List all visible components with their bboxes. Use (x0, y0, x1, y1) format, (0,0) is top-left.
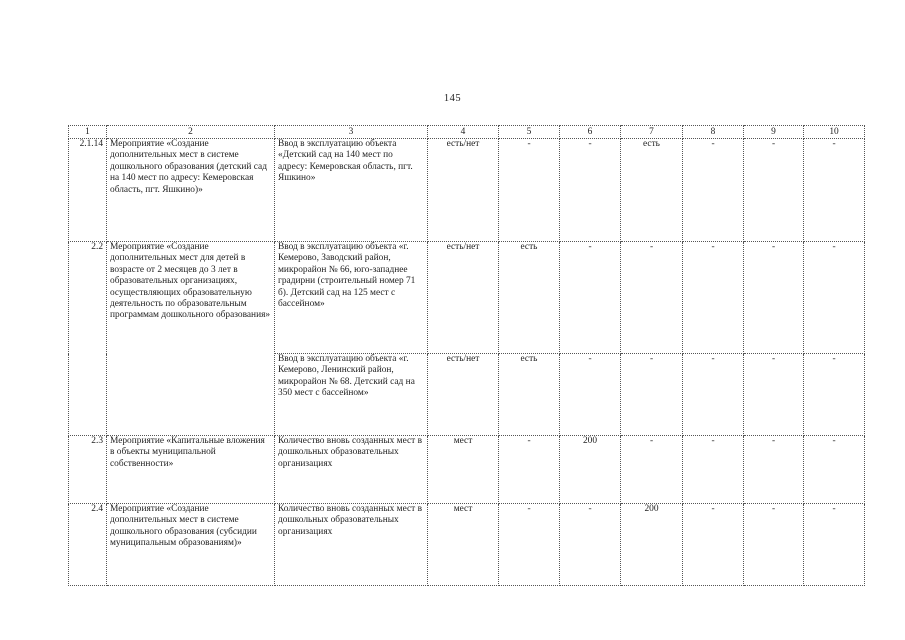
value-cell: - (560, 354, 621, 436)
value-cell: - (560, 504, 621, 586)
value-cell: - (499, 436, 560, 504)
activity-name: Мероприятие «Создание дополнительных мест в системе дошкольного образования (детский сад на 140 мест по адресу: Кемеровская область, пгт. Яшкино)» (107, 139, 275, 242)
unit-cell: мест (428, 436, 499, 504)
indicator-text: Ввод в эксплуатацию объекта «г. Кемерово, Ленинский район, микрорайон № 68. Детский сад на 350 мест с бассейном» (275, 354, 428, 436)
row-number: 2.1.14 (69, 139, 107, 242)
value-cell: - (683, 354, 744, 436)
value-cell: - (621, 354, 683, 436)
activity-name: Мероприятие «Капитальные вложения в объекты муниципальной собственности» (107, 436, 275, 504)
value-cell: есть (499, 354, 560, 436)
header-cell: 5 (499, 126, 560, 139)
value-cell: - (560, 242, 621, 354)
header-cell: 1 (69, 126, 107, 139)
header-cell: 4 (428, 126, 499, 139)
header-cell: 2 (107, 126, 275, 139)
indicator-text: Ввод в эксплуатацию объекта «Детский сад на 140 мест по адресу: Кемеровская область, пгт. Яшкино» (275, 139, 428, 242)
value-cell: есть (621, 139, 683, 242)
value-cell: - (499, 504, 560, 586)
header-cell: 6 (560, 126, 621, 139)
unit-cell: есть/нет (428, 242, 499, 354)
value-cell: - (560, 139, 621, 242)
table-row (69, 504, 865, 586)
value-cell: - (683, 242, 744, 354)
value-cell: - (683, 504, 744, 586)
indicator-text: Количество вновь созданных мест в дошкольных образовательных организациях (275, 436, 428, 504)
value-cell: - (744, 354, 804, 436)
table-row (69, 242, 865, 354)
value-cell: - (683, 436, 744, 504)
header-cell: 7 (621, 126, 683, 139)
activity-name: Мероприятие «Создание дополнительных мест для детей в возрасте от 2 месяцев до 3 лет в образовательных организациях, осуществляющих образовательную деятельность по образовательным программам дошкольного образования» (107, 242, 275, 436)
indicator-text: Количество вновь созданных мест в дошкольных образовательных организациях (275, 504, 428, 586)
unit-cell: есть/нет (428, 354, 499, 436)
value-cell: - (744, 139, 804, 242)
header-cell: 9 (744, 126, 804, 139)
indicators-table (68, 125, 865, 586)
indicator-text: Ввод в эксплуатацию объекта «г. Кемерово, Заводский район, микрорайон № 66, юго-западнее градирни (строительный номер 71 б). Детский сад на 125 мест с бассейном» (275, 242, 428, 354)
page-number: 145 (443, 93, 462, 104)
value-cell: - (804, 436, 865, 504)
header-cell: 10 (804, 126, 865, 139)
header-cell: 8 (683, 126, 744, 139)
row-number: 2.4 (69, 504, 107, 586)
table-row (69, 139, 865, 242)
value-cell: - (744, 504, 804, 586)
value-cell: - (621, 436, 683, 504)
value-cell: - (744, 436, 804, 504)
value-cell: - (804, 354, 865, 436)
value-cell: - (744, 242, 804, 354)
header-cell: 3 (275, 126, 428, 139)
value-cell: - (683, 139, 744, 242)
value-cell: - (804, 504, 865, 586)
value-cell: 200 (560, 436, 621, 504)
row-number: 2.3 (69, 436, 107, 504)
value-cell: 200 (621, 504, 683, 586)
value-cell: - (499, 139, 560, 242)
table-header-row (69, 126, 865, 139)
activity-name: Мероприятие «Создание дополнительных мест в системе дошкольного образования (субсидии муниципальным образованиям)» (107, 504, 275, 586)
value-cell: - (804, 242, 865, 354)
value-cell: - (621, 242, 683, 354)
table-row (69, 436, 865, 504)
unit-cell: мест (428, 504, 499, 586)
row-number: 2.2 (69, 242, 107, 436)
value-cell: - (804, 139, 865, 242)
unit-cell: есть/нет (428, 139, 499, 242)
value-cell: есть (499, 242, 560, 354)
